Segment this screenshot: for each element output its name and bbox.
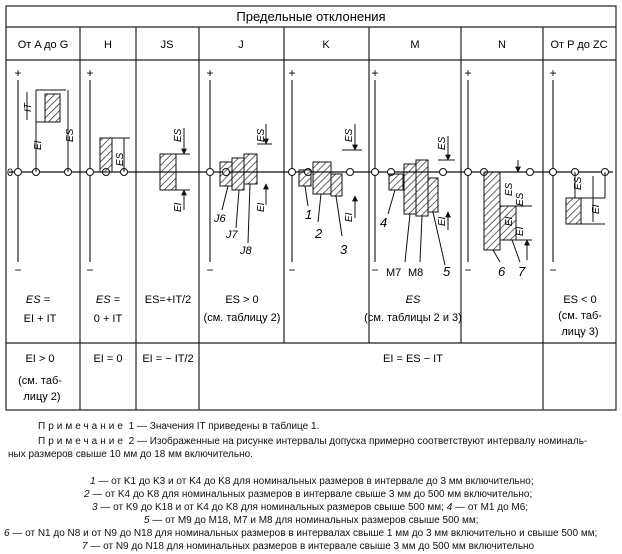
es-label: ES bbox=[256, 128, 267, 142]
table-title: Предельные отклонения bbox=[236, 9, 386, 24]
note-2-label: Примечание bbox=[38, 436, 126, 447]
minus-sign: − bbox=[464, 263, 472, 277]
formula-km-es-1: ES bbox=[405, 294, 421, 306]
footnote-number: 1 bbox=[90, 476, 96, 487]
formula-js-ei: EI = − IT/2 bbox=[142, 353, 194, 365]
column-header: H bbox=[104, 39, 112, 51]
formula-js-es: ES=+IT/2 bbox=[144, 294, 192, 306]
footnote-mark-7: 7 bbox=[518, 264, 526, 279]
es-label: ES bbox=[504, 182, 515, 196]
formula-pzc-es-2: (см. таб- bbox=[558, 310, 602, 322]
note-1 bbox=[38, 421, 319, 434]
footnote-text: — от M9 до M18, M7 и M8 для номинальных размеров свыше 500 мм; bbox=[149, 515, 479, 526]
note-2-text: 2 — Изображенные на рисунке интервалы допуска примерно соответствуют интервалу номиналь- bbox=[128, 436, 588, 447]
footnote-mark-4: 4 bbox=[380, 215, 388, 230]
minus-sign: − bbox=[206, 263, 214, 277]
minus-sign: − bbox=[14, 263, 22, 277]
footnote-number: 4 bbox=[446, 502, 453, 513]
footnote-text: — от K1 до K3 и от K4 до K8 для номинальных размеров в интервале до 3 мм включительно; bbox=[95, 476, 534, 487]
ei-label: EI bbox=[437, 216, 448, 226]
note-2-continuation: ных размеров свыше 10 мм до 18 мм включительно. bbox=[8, 449, 253, 460]
minus-sign: − bbox=[549, 263, 557, 277]
footnote-mark-1: 1 bbox=[305, 207, 313, 222]
minus-sign: − bbox=[288, 263, 296, 277]
es-label: ES bbox=[515, 192, 526, 206]
column-header: От P до ZC bbox=[550, 39, 608, 51]
plus-sign: + bbox=[206, 66, 214, 80]
plus-sign: + bbox=[288, 66, 296, 80]
it-label: IT bbox=[23, 103, 34, 112]
column-header: J bbox=[238, 39, 244, 51]
column-header: От A до G bbox=[17, 39, 69, 51]
formula-h-es-1: ES = bbox=[95, 294, 121, 306]
formula-ag-es-1: ES = bbox=[25, 294, 51, 306]
footnote-line bbox=[82, 541, 534, 554]
plus-sign: + bbox=[371, 66, 379, 80]
footnote-line bbox=[90, 476, 534, 489]
formula-ag-es-2: EI + IT bbox=[23, 313, 57, 325]
column-header: N bbox=[498, 39, 506, 51]
footnote-line bbox=[92, 502, 528, 515]
es-label: ES bbox=[65, 128, 76, 142]
j8-label: J8 bbox=[240, 245, 252, 257]
axes bbox=[18, 80, 553, 262]
footnote-line bbox=[84, 489, 532, 502]
formula-ag-ei-3: лицу 2) bbox=[23, 391, 61, 403]
column-header: M bbox=[410, 39, 420, 51]
formula-km-es-2: (см. таблицы 2 и 3) bbox=[364, 312, 462, 324]
footnote-number: 5 bbox=[144, 515, 150, 526]
m7-label: M7 bbox=[386, 267, 402, 279]
footnote-text: — от M1 до M6; bbox=[452, 502, 529, 513]
ei-label: EI bbox=[515, 226, 526, 236]
column-header: K bbox=[322, 39, 330, 51]
m8-label: M8 bbox=[408, 267, 424, 279]
footnote-text: — от N1 до N8 и от N9 до N18 для номинальных размеров в интервалах свыше 1 мм до 3 мм включительно и свыше 500 мм; bbox=[9, 528, 598, 539]
ei-label: EI bbox=[591, 204, 602, 214]
ei-label: EI bbox=[256, 202, 267, 212]
es-label: ES bbox=[437, 136, 448, 150]
plus-sign: + bbox=[86, 66, 94, 80]
ei-label: EI bbox=[173, 202, 184, 212]
footnote-number: 6 bbox=[4, 528, 10, 539]
zone-p-to-zc bbox=[566, 172, 605, 224]
note-1-text: 1 — Значения IT приведены в таблице 1. bbox=[128, 421, 320, 432]
footnote-mark-2: 2 bbox=[315, 226, 323, 241]
footnote-line bbox=[4, 528, 597, 541]
es-label: ES bbox=[173, 128, 184, 142]
formula-j-es-1: ES > 0 bbox=[225, 294, 259, 306]
j6-label: J6 bbox=[214, 213, 226, 225]
note-2 bbox=[38, 436, 587, 449]
note-1-label: Примечание bbox=[38, 421, 126, 432]
formula-ag-ei-2: (см. таб- bbox=[18, 375, 62, 387]
footnote-text: — от N9 до N18 для номинальных размеров в интервале свыше 3 мм до 500 мм включительно bbox=[87, 541, 535, 552]
zone-a-to-g bbox=[27, 90, 68, 172]
footnote-number: 3 bbox=[92, 502, 98, 513]
ei-label: EI bbox=[33, 140, 44, 150]
plus-sign: + bbox=[549, 66, 557, 80]
footnote-number: 2 bbox=[84, 489, 90, 500]
plus-sign: + bbox=[464, 66, 472, 80]
formula-pzc-es-3: лицу 3) bbox=[561, 326, 599, 338]
es-label: ES bbox=[573, 176, 584, 190]
zero-label: 0 bbox=[7, 167, 14, 179]
footnote-text: — от K9 до K18 и от K4 до K8 для номинальных размеров свыше 500 мм; bbox=[97, 502, 447, 513]
minus-sign: − bbox=[371, 263, 379, 277]
formula-j-es-2: (см. таблицу 2) bbox=[203, 312, 281, 324]
footnote-text: — от K4 до K8 для номинальных размеров в интервале свыше 3 мм до 500 мм включительно; bbox=[89, 489, 533, 500]
formula-pzc-es-1: ES < 0 bbox=[563, 294, 597, 306]
es-label: ES bbox=[115, 152, 126, 166]
formula-h-ei: EI = 0 bbox=[93, 353, 123, 365]
footnote-number: 7 bbox=[82, 541, 88, 552]
minus-sign: − bbox=[86, 263, 94, 277]
zone-n bbox=[484, 160, 532, 262]
plus-sign: + bbox=[14, 66, 22, 80]
ei-label: EI bbox=[344, 212, 355, 222]
column-header: JS bbox=[160, 39, 174, 51]
footnote-mark-5: 5 bbox=[443, 264, 451, 279]
footnote-line bbox=[144, 515, 479, 528]
es-label: ES bbox=[344, 128, 355, 142]
formula-rest-ei: EI = ES − IT bbox=[383, 353, 443, 365]
ei-label: EI bbox=[504, 216, 515, 226]
zone-m bbox=[388, 136, 455, 265]
footnote-mark-6: 6 bbox=[498, 264, 506, 279]
footnote-mark-3: 3 bbox=[340, 242, 348, 257]
formula-h-es-2: 0 + IT bbox=[93, 313, 123, 325]
j7-label: J7 bbox=[226, 229, 238, 241]
formula-ag-ei-1: EI > 0 bbox=[25, 353, 55, 365]
